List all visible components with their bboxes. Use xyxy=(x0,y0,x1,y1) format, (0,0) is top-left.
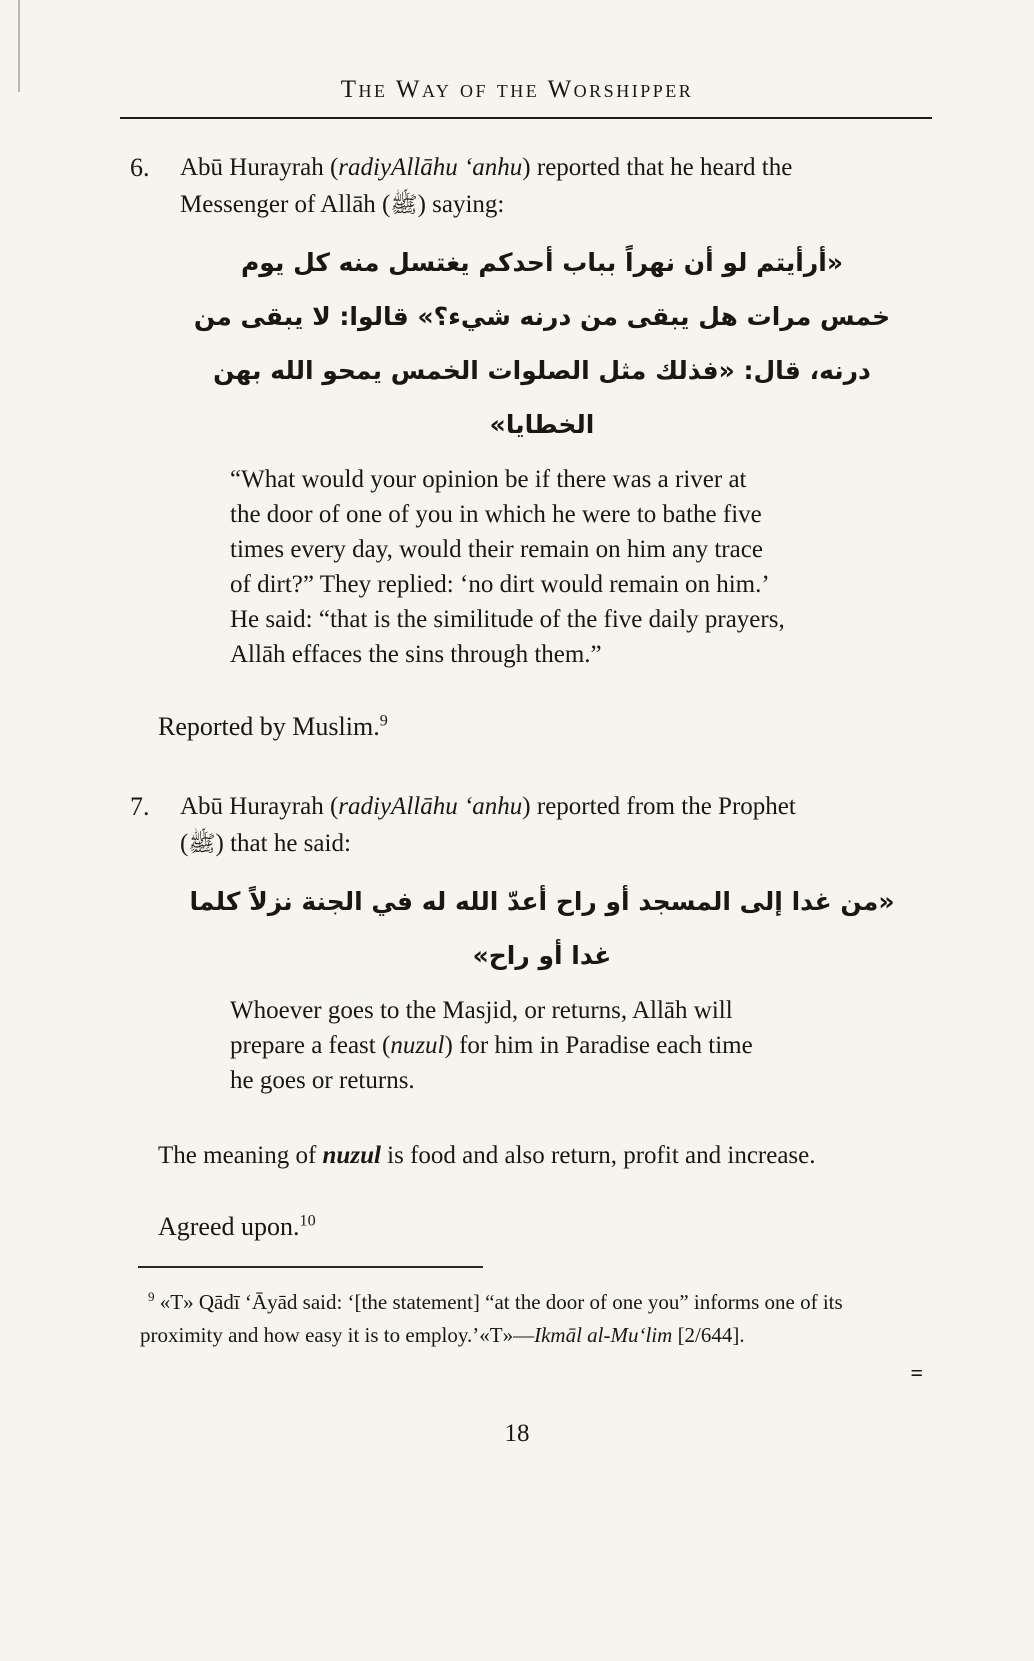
book-title-italic: Ikmāl al-Mu‘lim xyxy=(534,1323,673,1347)
arabic-line: غدا أو راح» xyxy=(472,941,612,970)
source-text: Reported by Muslim. xyxy=(158,712,380,741)
footnote-9 xyxy=(140,1280,934,1352)
footnote-separator xyxy=(138,1266,483,1268)
page-number: 18 xyxy=(504,1420,530,1447)
salawat-symbol: ﷺ xyxy=(390,192,418,218)
salawat-symbol: ﷺ xyxy=(188,831,216,857)
translation-line: Allāh effaces the sins through them.” xyxy=(230,641,602,668)
translation-line: Whoever goes to the Masjid, or returns, Allāh will xyxy=(230,997,733,1024)
intro-text: Messenger of Allāh ( xyxy=(180,191,391,218)
translation-line: the door of one of you in which he were to bathe five xyxy=(230,501,762,528)
transliteration-italic: nuzul xyxy=(390,1032,445,1059)
transliteration-italic: radiyAllāhu ‘anhu xyxy=(338,154,523,181)
intro-text: ) reported from the Prophet xyxy=(522,793,796,820)
hadith-7-content xyxy=(180,788,934,1098)
translation-line: times every day, would their remain on him any trace xyxy=(230,536,763,563)
translation-text: ) for him in Paradise each time xyxy=(444,1032,753,1059)
transliteration-italic: radiyAllāhu ‘anhu xyxy=(338,793,523,820)
hadith-6-source xyxy=(158,712,1034,742)
intro-text: Abū Hurayrah ( xyxy=(180,154,339,181)
translation-line: He said: “that is the similitude of the five daily prayers, xyxy=(230,606,785,633)
hadith-6-intro-line-1 xyxy=(180,149,934,186)
item-number-6: 6. xyxy=(130,153,150,182)
hadith-7-intro-line-2 xyxy=(180,825,934,863)
hadith-item-6 xyxy=(0,149,1034,672)
intro-text: ) saying: xyxy=(417,191,505,218)
scan-edge-artifact xyxy=(18,0,20,92)
running-header: The Way of the Worshipper xyxy=(340,76,694,103)
nuzul-meaning-note xyxy=(158,1142,1034,1170)
hadith-7-source xyxy=(158,1212,1034,1242)
intro-text: ( xyxy=(180,830,189,857)
footnote-text: proximity and how easy it is to employ.’«T»— xyxy=(140,1323,535,1347)
hadith-6-intro-line-2 xyxy=(180,186,934,224)
continuation-mark: = xyxy=(910,1360,924,1385)
hadith-7-arabic xyxy=(180,875,904,983)
source-text: Agreed upon. xyxy=(158,1212,300,1241)
arabic-line: «من غدا إلى المسجد أو راح أعدّ الله له في الجنة نزلاً كلما xyxy=(189,887,895,916)
footnote-line-2 xyxy=(140,1319,934,1352)
footnote-reference-10: 10 xyxy=(299,1212,316,1230)
translation-text: prepare a feast ( xyxy=(230,1032,391,1059)
intro-text: ) reported that he heard the xyxy=(522,154,793,181)
intro-text: ) that he said: xyxy=(215,830,351,857)
meaning-text: is food and also return, profit and increase. xyxy=(380,1142,816,1169)
translation-line: “What would your opinion be if there was a river at xyxy=(230,466,747,493)
header-rule xyxy=(120,117,932,119)
intro-text: Abū Hurayrah ( xyxy=(180,793,339,820)
hadith-7-intro-line-1 xyxy=(180,788,934,825)
arabic-line: الخطايا» xyxy=(489,410,595,439)
footnote-text: «T» Qādī ‘Āyād said: ‘[the statement] “at the door of one you” informs one of its xyxy=(154,1290,843,1314)
hadith-6-content xyxy=(180,149,934,672)
footnote-line-1 xyxy=(140,1280,934,1319)
footnote-reference-9: 9 xyxy=(379,712,388,730)
footnote-number: 9 xyxy=(148,1289,155,1304)
hadith-6-translation xyxy=(230,462,934,672)
item-number-7: 7. xyxy=(130,792,150,821)
arabic-line: «أرأيتم لو أن نهراً بباب أحدكم يغتسل منه كل يوم xyxy=(240,248,843,277)
transliteration-italic: nuzul xyxy=(322,1142,381,1169)
translation-line: he goes or returns. xyxy=(230,1067,415,1094)
hadith-7-translation xyxy=(230,993,934,1098)
meaning-text: The meaning of xyxy=(158,1142,323,1169)
translation-line xyxy=(230,1028,934,1063)
arabic-line: خمس مرات هل يبقى من درنه شيء؟» قالوا: لا يبقى من xyxy=(193,302,891,331)
translation-line: of dirt?” They replied: ‘no dirt would remain on him.’ xyxy=(230,571,770,598)
arabic-line: درنه، قال: «فذلك مثل الصلوات الخمس يمحو الله بهن xyxy=(213,356,871,385)
hadith-item-7 xyxy=(0,788,1034,1098)
hadith-6-arabic xyxy=(180,236,904,452)
footnote-text: [2/644]. xyxy=(672,1323,745,1347)
